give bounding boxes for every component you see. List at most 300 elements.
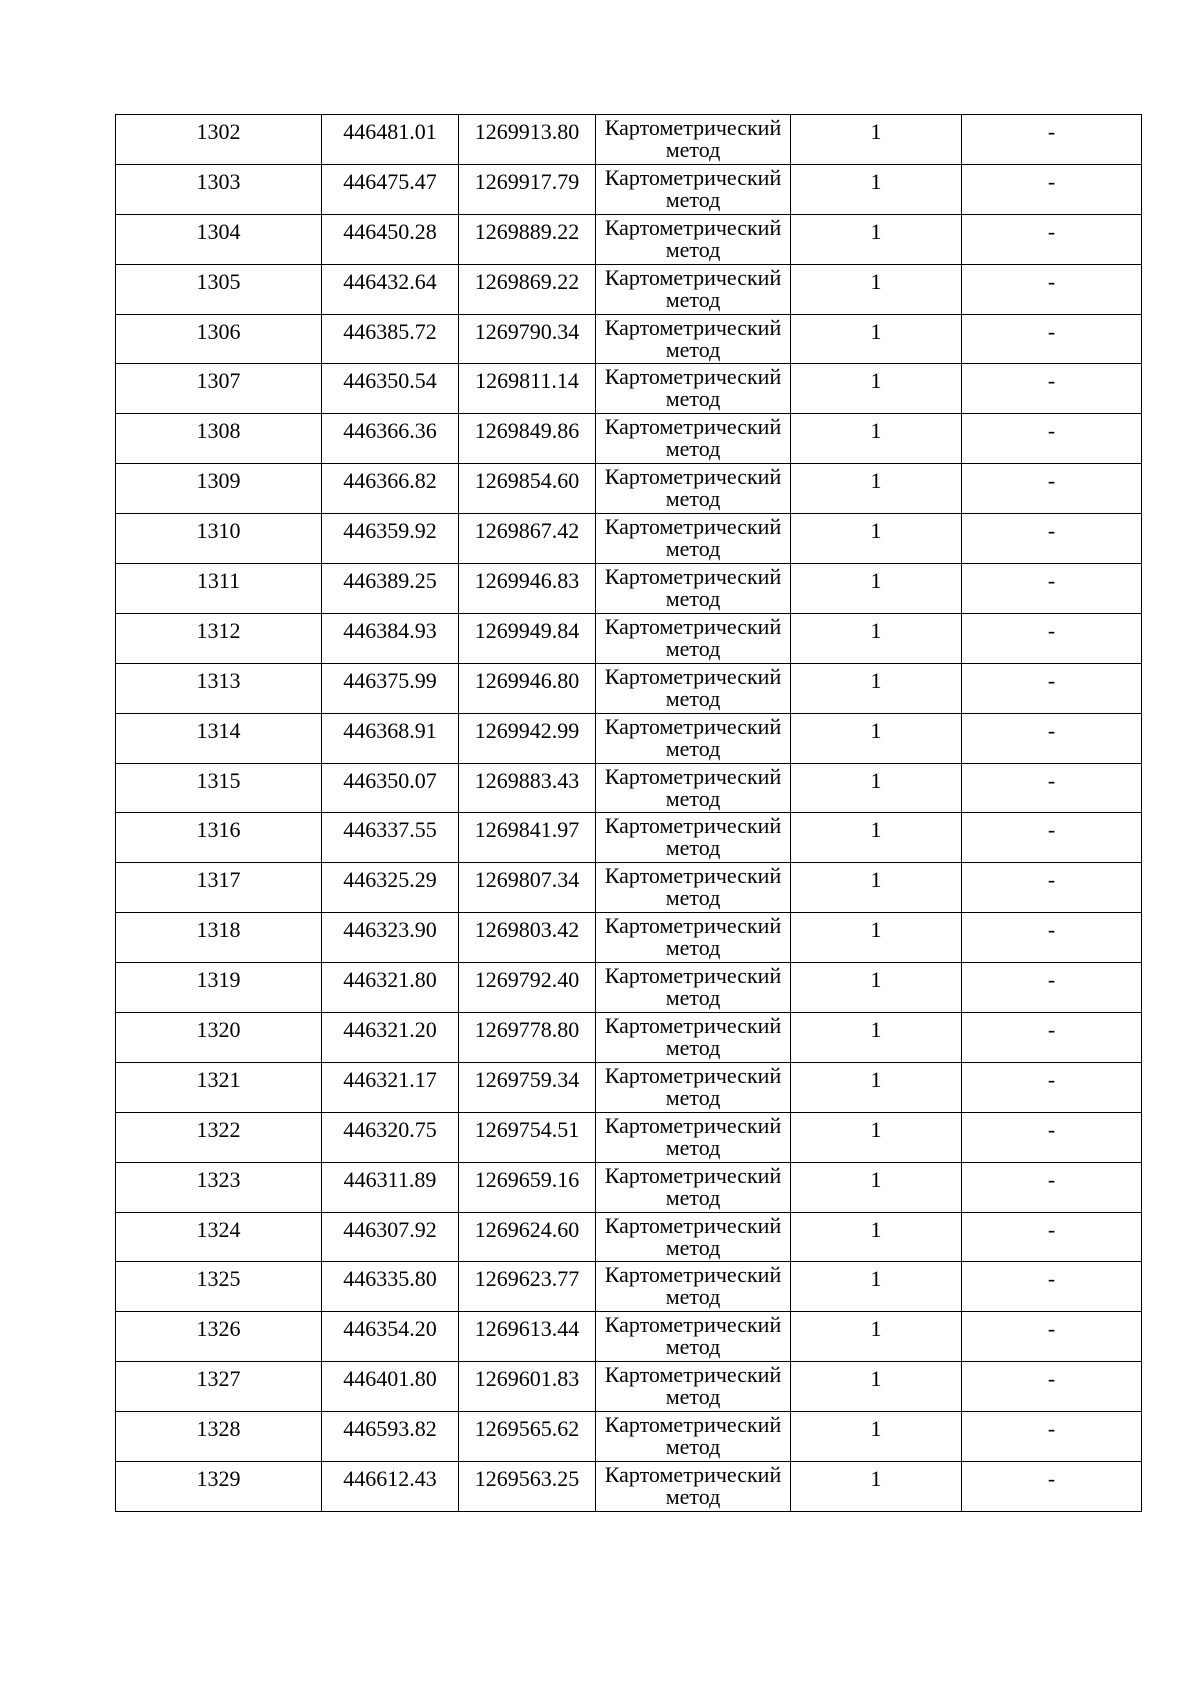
y-coordinate-cell — [459, 1212, 596, 1262]
table-row — [116, 364, 1142, 414]
method-line-2: метод — [665, 1284, 721, 1310]
x-coordinate-text: 446612.43 — [343, 1466, 437, 1492]
y-coordinate-cell — [459, 115, 596, 165]
point-number-text: 1309 — [196, 468, 241, 494]
method-line-1: Картометрический — [604, 164, 782, 190]
x-coordinate-cell — [322, 863, 459, 913]
method-text — [596, 414, 790, 460]
accuracy-text: 1 — [870, 1066, 882, 1092]
method-line-1: Картометрический — [604, 414, 782, 440]
method-line-2: метод — [665, 835, 721, 861]
point-number-text: 1322 — [196, 1116, 241, 1142]
point-number-text: 1303 — [196, 168, 241, 194]
note-text: - — [1047, 1416, 1056, 1442]
accuracy-text: 1 — [870, 168, 882, 194]
table-row — [116, 613, 1142, 663]
y-coordinate-cell — [459, 364, 596, 414]
x-coordinate-text: 446320.75 — [343, 1116, 437, 1142]
x-coordinate-text: 446375.99 — [343, 667, 437, 693]
table-row — [116, 214, 1142, 264]
method-line-2: метод — [665, 1184, 721, 1210]
point-number-cell — [116, 414, 322, 464]
method-line-2: метод — [665, 336, 721, 362]
note-text: - — [1047, 867, 1056, 893]
method-cell — [596, 1013, 791, 1063]
method-cell — [596, 1062, 791, 1112]
accuracy-cell — [791, 514, 962, 564]
point-number-text: 1328 — [196, 1416, 241, 1442]
note-text: - — [1047, 1166, 1056, 1192]
note-text: - — [1047, 1316, 1056, 1342]
method-text — [596, 614, 790, 660]
accuracy-text: 1 — [870, 1416, 882, 1442]
accuracy-cell — [791, 1013, 962, 1063]
accuracy-text: 1 — [870, 119, 882, 144]
method-text — [596, 1013, 790, 1059]
point-number-text: 1304 — [196, 218, 241, 244]
point-number-text: 1306 — [196, 318, 241, 344]
method-cell — [596, 264, 791, 314]
accuracy-text: 1 — [870, 1017, 882, 1043]
y-coordinate-cell — [459, 1462, 596, 1512]
point-number-text: 1313 — [196, 667, 241, 693]
note-text: - — [1047, 368, 1056, 394]
y-coordinate-text: 1269942.99 — [474, 717, 580, 743]
x-coordinate-cell — [322, 514, 459, 564]
method-line-1: Картометрический — [604, 364, 782, 390]
method-cell — [596, 214, 791, 264]
y-coordinate-cell — [459, 1013, 596, 1063]
method-text — [596, 664, 790, 710]
note-text: - — [1047, 617, 1056, 643]
point-number-cell — [116, 913, 322, 963]
method-text — [596, 813, 790, 859]
table-row — [116, 564, 1142, 614]
method-text — [596, 1412, 790, 1458]
method-line-2: метод — [665, 137, 721, 162]
x-coordinate-cell — [322, 913, 459, 963]
point-number-text: 1305 — [196, 268, 241, 294]
point-number-text: 1318 — [196, 917, 241, 943]
method-line-2: метод — [665, 885, 721, 911]
note-cell — [962, 164, 1142, 214]
method-line-2: метод — [665, 735, 721, 761]
y-coordinate-cell — [459, 863, 596, 913]
method-line-1: Картометрический — [604, 863, 782, 889]
method-line-2: метод — [665, 536, 721, 562]
y-coordinate-text: 1269854.60 — [474, 468, 580, 494]
point-number-cell — [116, 713, 322, 763]
method-line-1: Картометрический — [604, 713, 782, 739]
x-coordinate-text: 446325.29 — [343, 867, 437, 893]
accuracy-cell — [791, 1162, 962, 1212]
accuracy-text: 1 — [870, 368, 882, 394]
note-cell — [962, 1462, 1142, 1512]
accuracy-cell — [791, 1062, 962, 1112]
method-text — [596, 1362, 790, 1408]
accuracy-text: 1 — [870, 468, 882, 494]
point-number-cell — [116, 364, 322, 414]
point-number-cell — [116, 763, 322, 813]
point-number-cell — [116, 863, 322, 913]
point-number-text: 1316 — [196, 817, 241, 843]
y-coordinate-text: 1269883.43 — [474, 767, 580, 793]
y-coordinate-text: 1269946.83 — [474, 568, 580, 594]
x-coordinate-cell — [322, 414, 459, 464]
x-coordinate-text: 446389.25 — [343, 568, 437, 594]
y-coordinate-cell — [459, 1362, 596, 1412]
accuracy-cell — [791, 863, 962, 913]
accuracy-cell — [791, 913, 962, 963]
accuracy-text: 1 — [870, 617, 882, 643]
x-coordinate-text: 446354.20 — [343, 1316, 437, 1342]
accuracy-text: 1 — [870, 767, 882, 793]
point-number-cell — [116, 1013, 322, 1063]
table-row — [116, 1062, 1142, 1112]
accuracy-cell — [791, 564, 962, 614]
x-coordinate-cell — [322, 963, 459, 1013]
method-line-1: Картометрический — [604, 314, 782, 340]
table-row — [116, 813, 1142, 863]
x-coordinate-cell — [322, 264, 459, 314]
table-row — [116, 514, 1142, 564]
x-coordinate-text: 446337.55 — [343, 817, 437, 843]
note-text: - — [1047, 518, 1056, 544]
point-number-text: 1302 — [196, 119, 241, 144]
accuracy-text: 1 — [870, 268, 882, 294]
method-line-1: Картометрический — [604, 564, 782, 590]
method-line-1: Картометрический — [604, 514, 782, 540]
note-cell — [962, 1362, 1142, 1412]
method-line-1: Картометрический — [604, 1013, 782, 1039]
note-text: - — [1047, 119, 1056, 144]
accuracy-cell — [791, 464, 962, 514]
note-text: - — [1047, 1266, 1056, 1292]
x-coordinate-cell — [322, 1262, 459, 1312]
accuracy-cell — [791, 763, 962, 813]
point-number-cell — [116, 1062, 322, 1112]
method-text — [596, 1213, 790, 1259]
method-cell — [596, 613, 791, 663]
note-text: - — [1047, 967, 1056, 993]
accuracy-cell — [791, 713, 962, 763]
method-line-2: метод — [665, 1384, 721, 1410]
x-coordinate-cell — [322, 214, 459, 264]
y-coordinate-text: 1269792.40 — [474, 967, 580, 993]
note-cell — [962, 564, 1142, 614]
x-coordinate-text: 446481.01 — [343, 119, 437, 144]
method-line-1: Картометрический — [604, 264, 782, 290]
note-cell — [962, 115, 1142, 165]
method-cell — [596, 314, 791, 364]
method-text — [596, 1262, 790, 1308]
point-number-text: 1324 — [196, 1216, 241, 1242]
method-line-2: метод — [665, 935, 721, 961]
point-number-text: 1310 — [196, 518, 241, 544]
x-coordinate-text: 446368.91 — [343, 717, 437, 743]
method-line-2: метод — [665, 1035, 721, 1061]
x-coordinate-cell — [322, 164, 459, 214]
note-text: - — [1047, 468, 1056, 494]
y-coordinate-text: 1269624.60 — [474, 1216, 580, 1242]
note-text: - — [1047, 1017, 1056, 1043]
y-coordinate-cell — [459, 464, 596, 514]
x-coordinate-text: 446350.07 — [343, 767, 437, 793]
method-line-1: Картометрический — [604, 813, 782, 839]
y-coordinate-text: 1269949.84 — [474, 617, 580, 643]
y-coordinate-text: 1269659.16 — [474, 1166, 580, 1192]
method-cell — [596, 663, 791, 713]
note-cell — [962, 1262, 1142, 1312]
method-line-2: метод — [665, 785, 721, 811]
accuracy-text: 1 — [870, 218, 882, 244]
point-number-cell — [116, 1112, 322, 1162]
point-number-cell — [116, 663, 322, 713]
y-coordinate-text: 1269790.34 — [474, 318, 580, 344]
x-coordinate-cell — [322, 713, 459, 763]
point-number-cell — [116, 564, 322, 614]
accuracy-text: 1 — [870, 917, 882, 943]
y-coordinate-cell — [459, 1312, 596, 1362]
method-cell — [596, 1462, 791, 1512]
method-line-2: метод — [665, 236, 721, 262]
method-line-1: Картометрический — [604, 1462, 782, 1488]
note-text: - — [1047, 917, 1056, 943]
method-cell — [596, 1262, 791, 1312]
method-cell — [596, 1362, 791, 1412]
accuracy-cell — [791, 115, 962, 165]
y-coordinate-text: 1269778.80 — [474, 1017, 580, 1043]
coordinates-table — [115, 114, 1142, 1512]
point-number-cell — [116, 1162, 322, 1212]
accuracy-cell — [791, 314, 962, 364]
table-row — [116, 1013, 1142, 1063]
x-coordinate-text: 446384.93 — [343, 617, 437, 643]
accuracy-text: 1 — [870, 967, 882, 993]
note-cell — [962, 214, 1142, 264]
method-line-2: метод — [665, 1084, 721, 1110]
method-line-1: Картометрический — [604, 613, 782, 639]
note-text: - — [1047, 168, 1056, 194]
x-coordinate-cell — [322, 1062, 459, 1112]
y-coordinate-cell — [459, 1062, 596, 1112]
note-cell — [962, 1312, 1142, 1362]
accuracy-cell — [791, 414, 962, 464]
x-coordinate-text: 446307.92 — [343, 1216, 437, 1242]
table-row — [116, 913, 1142, 963]
method-line-1: Картометрический — [604, 1212, 782, 1238]
method-line-2: метод — [665, 186, 721, 212]
table-row — [116, 763, 1142, 813]
table-row — [116, 1412, 1142, 1462]
note-text: - — [1047, 717, 1056, 743]
point-number-text: 1314 — [196, 717, 241, 743]
method-line-2: метод — [665, 1134, 721, 1160]
y-coordinate-text: 1269913.80 — [474, 119, 580, 144]
accuracy-text: 1 — [870, 418, 882, 444]
x-coordinate-text: 446366.36 — [343, 418, 437, 444]
point-number-cell — [116, 1462, 322, 1512]
accuracy-text: 1 — [870, 518, 882, 544]
accuracy-cell — [791, 1412, 962, 1462]
y-coordinate-text: 1269601.83 — [474, 1366, 580, 1392]
x-coordinate-cell — [322, 1462, 459, 1512]
accuracy-text: 1 — [870, 1466, 882, 1492]
method-line-1: Картометрический — [604, 1112, 782, 1138]
method-line-2: метод — [665, 1434, 721, 1460]
point-number-text: 1312 — [196, 617, 241, 643]
method-text — [596, 165, 790, 211]
point-number-text: 1329 — [196, 1466, 241, 1492]
x-coordinate-text: 446321.17 — [343, 1066, 437, 1092]
table-row — [116, 863, 1142, 913]
note-text: - — [1047, 318, 1056, 344]
method-cell — [596, 364, 791, 414]
note-cell — [962, 264, 1142, 314]
method-text — [596, 714, 790, 760]
table-row — [116, 164, 1142, 214]
method-cell — [596, 1312, 791, 1362]
y-coordinate-cell — [459, 963, 596, 1013]
x-coordinate-cell — [322, 1312, 459, 1362]
point-number-cell — [116, 813, 322, 863]
x-coordinate-cell — [322, 1112, 459, 1162]
method-line-1: Картометрический — [604, 1262, 782, 1288]
table-row — [116, 414, 1142, 464]
table-row — [116, 115, 1142, 165]
y-coordinate-cell — [459, 913, 596, 963]
accuracy-cell — [791, 364, 962, 414]
accuracy-text: 1 — [870, 717, 882, 743]
y-coordinate-text: 1269849.86 — [474, 418, 580, 444]
method-line-1: Картометрический — [604, 913, 782, 939]
note-cell — [962, 963, 1142, 1013]
accuracy-cell — [791, 663, 962, 713]
method-line-1: Картометрический — [604, 1162, 782, 1188]
accuracy-cell — [791, 1462, 962, 1512]
method-line-1: Картометрический — [604, 1062, 782, 1088]
method-cell — [596, 464, 791, 514]
note-cell — [962, 1112, 1142, 1162]
table-row — [116, 264, 1142, 314]
point-number-text: 1327 — [196, 1366, 241, 1392]
y-coordinate-text: 1269754.51 — [474, 1116, 580, 1142]
y-coordinate-text: 1269563.25 — [474, 1466, 580, 1492]
accuracy-text: 1 — [870, 667, 882, 693]
point-number-cell — [116, 164, 322, 214]
note-text: - — [1047, 667, 1056, 693]
method-cell — [596, 164, 791, 214]
x-coordinate-text: 446321.80 — [343, 967, 437, 993]
y-coordinate-text: 1269889.22 — [474, 218, 580, 244]
x-coordinate-text: 446450.28 — [343, 218, 437, 244]
accuracy-cell — [791, 1212, 962, 1262]
table-row — [116, 1262, 1142, 1312]
method-text — [596, 963, 790, 1009]
method-line-2: метод — [665, 635, 721, 661]
accuracy-cell — [791, 264, 962, 314]
note-cell — [962, 1212, 1142, 1262]
note-text: - — [1047, 1366, 1056, 1392]
method-line-1: Картометрический — [604, 963, 782, 989]
x-coordinate-text: 446311.89 — [343, 1166, 437, 1192]
note-text: - — [1047, 1216, 1056, 1242]
point-number-text: 1317 — [196, 867, 241, 893]
note-text: - — [1047, 1066, 1056, 1092]
table-row — [116, 1212, 1142, 1262]
point-number-cell — [116, 1262, 322, 1312]
point-number-text: 1311 — [196, 568, 241, 594]
method-text — [596, 514, 790, 560]
accuracy-cell — [791, 1262, 962, 1312]
note-text: - — [1047, 767, 1056, 793]
point-number-text: 1325 — [196, 1266, 241, 1292]
method-line-1: Картометрический — [604, 464, 782, 490]
method-line-2: метод — [665, 586, 721, 612]
point-number-text: 1308 — [196, 418, 241, 444]
y-coordinate-cell — [459, 414, 596, 464]
method-cell — [596, 913, 791, 963]
method-cell — [596, 713, 791, 763]
point-number-text: 1315 — [196, 767, 241, 793]
x-coordinate-cell — [322, 1362, 459, 1412]
y-coordinate-cell — [459, 663, 596, 713]
y-coordinate-cell — [459, 164, 596, 214]
point-number-cell — [116, 1212, 322, 1262]
y-coordinate-cell — [459, 264, 596, 314]
y-coordinate-cell — [459, 514, 596, 564]
method-cell — [596, 863, 791, 913]
x-coordinate-cell — [322, 763, 459, 813]
method-cell — [596, 514, 791, 564]
accuracy-text: 1 — [870, 568, 882, 594]
method-text — [596, 564, 790, 610]
method-cell — [596, 813, 791, 863]
method-line-2: метод — [665, 1484, 721, 1510]
x-coordinate-text: 446475.47 — [343, 168, 437, 194]
x-coordinate-text: 446385.72 — [343, 318, 437, 344]
x-coordinate-text: 446323.90 — [343, 917, 437, 943]
method-line-1: Картометрический — [604, 663, 782, 689]
method-cell — [596, 963, 791, 1013]
y-coordinate-text: 1269807.34 — [474, 867, 580, 893]
x-coordinate-text: 446350.54 — [343, 368, 437, 394]
method-line-2: метод — [665, 436, 721, 462]
point-number-text: 1323 — [196, 1166, 241, 1192]
note-cell — [962, 1412, 1142, 1462]
x-coordinate-text: 446321.20 — [343, 1017, 437, 1043]
note-cell — [962, 713, 1142, 763]
y-coordinate-text: 1269803.42 — [474, 917, 580, 943]
point-number-cell — [116, 214, 322, 264]
accuracy-text: 1 — [870, 1316, 882, 1342]
accuracy-text: 1 — [870, 1216, 882, 1242]
y-coordinate-cell — [459, 1112, 596, 1162]
accuracy-cell — [791, 1112, 962, 1162]
accuracy-cell — [791, 613, 962, 663]
method-line-2: метод — [665, 486, 721, 512]
point-number-cell — [116, 264, 322, 314]
x-coordinate-text: 446335.80 — [343, 1266, 437, 1292]
method-line-1: Картометрический — [604, 1312, 782, 1338]
method-cell — [596, 1412, 791, 1462]
x-coordinate-text: 446366.82 — [343, 468, 437, 494]
x-coordinate-cell — [322, 564, 459, 614]
accuracy-cell — [791, 1312, 962, 1362]
table-row — [116, 663, 1142, 713]
method-text — [596, 1163, 790, 1209]
accuracy-cell — [791, 813, 962, 863]
